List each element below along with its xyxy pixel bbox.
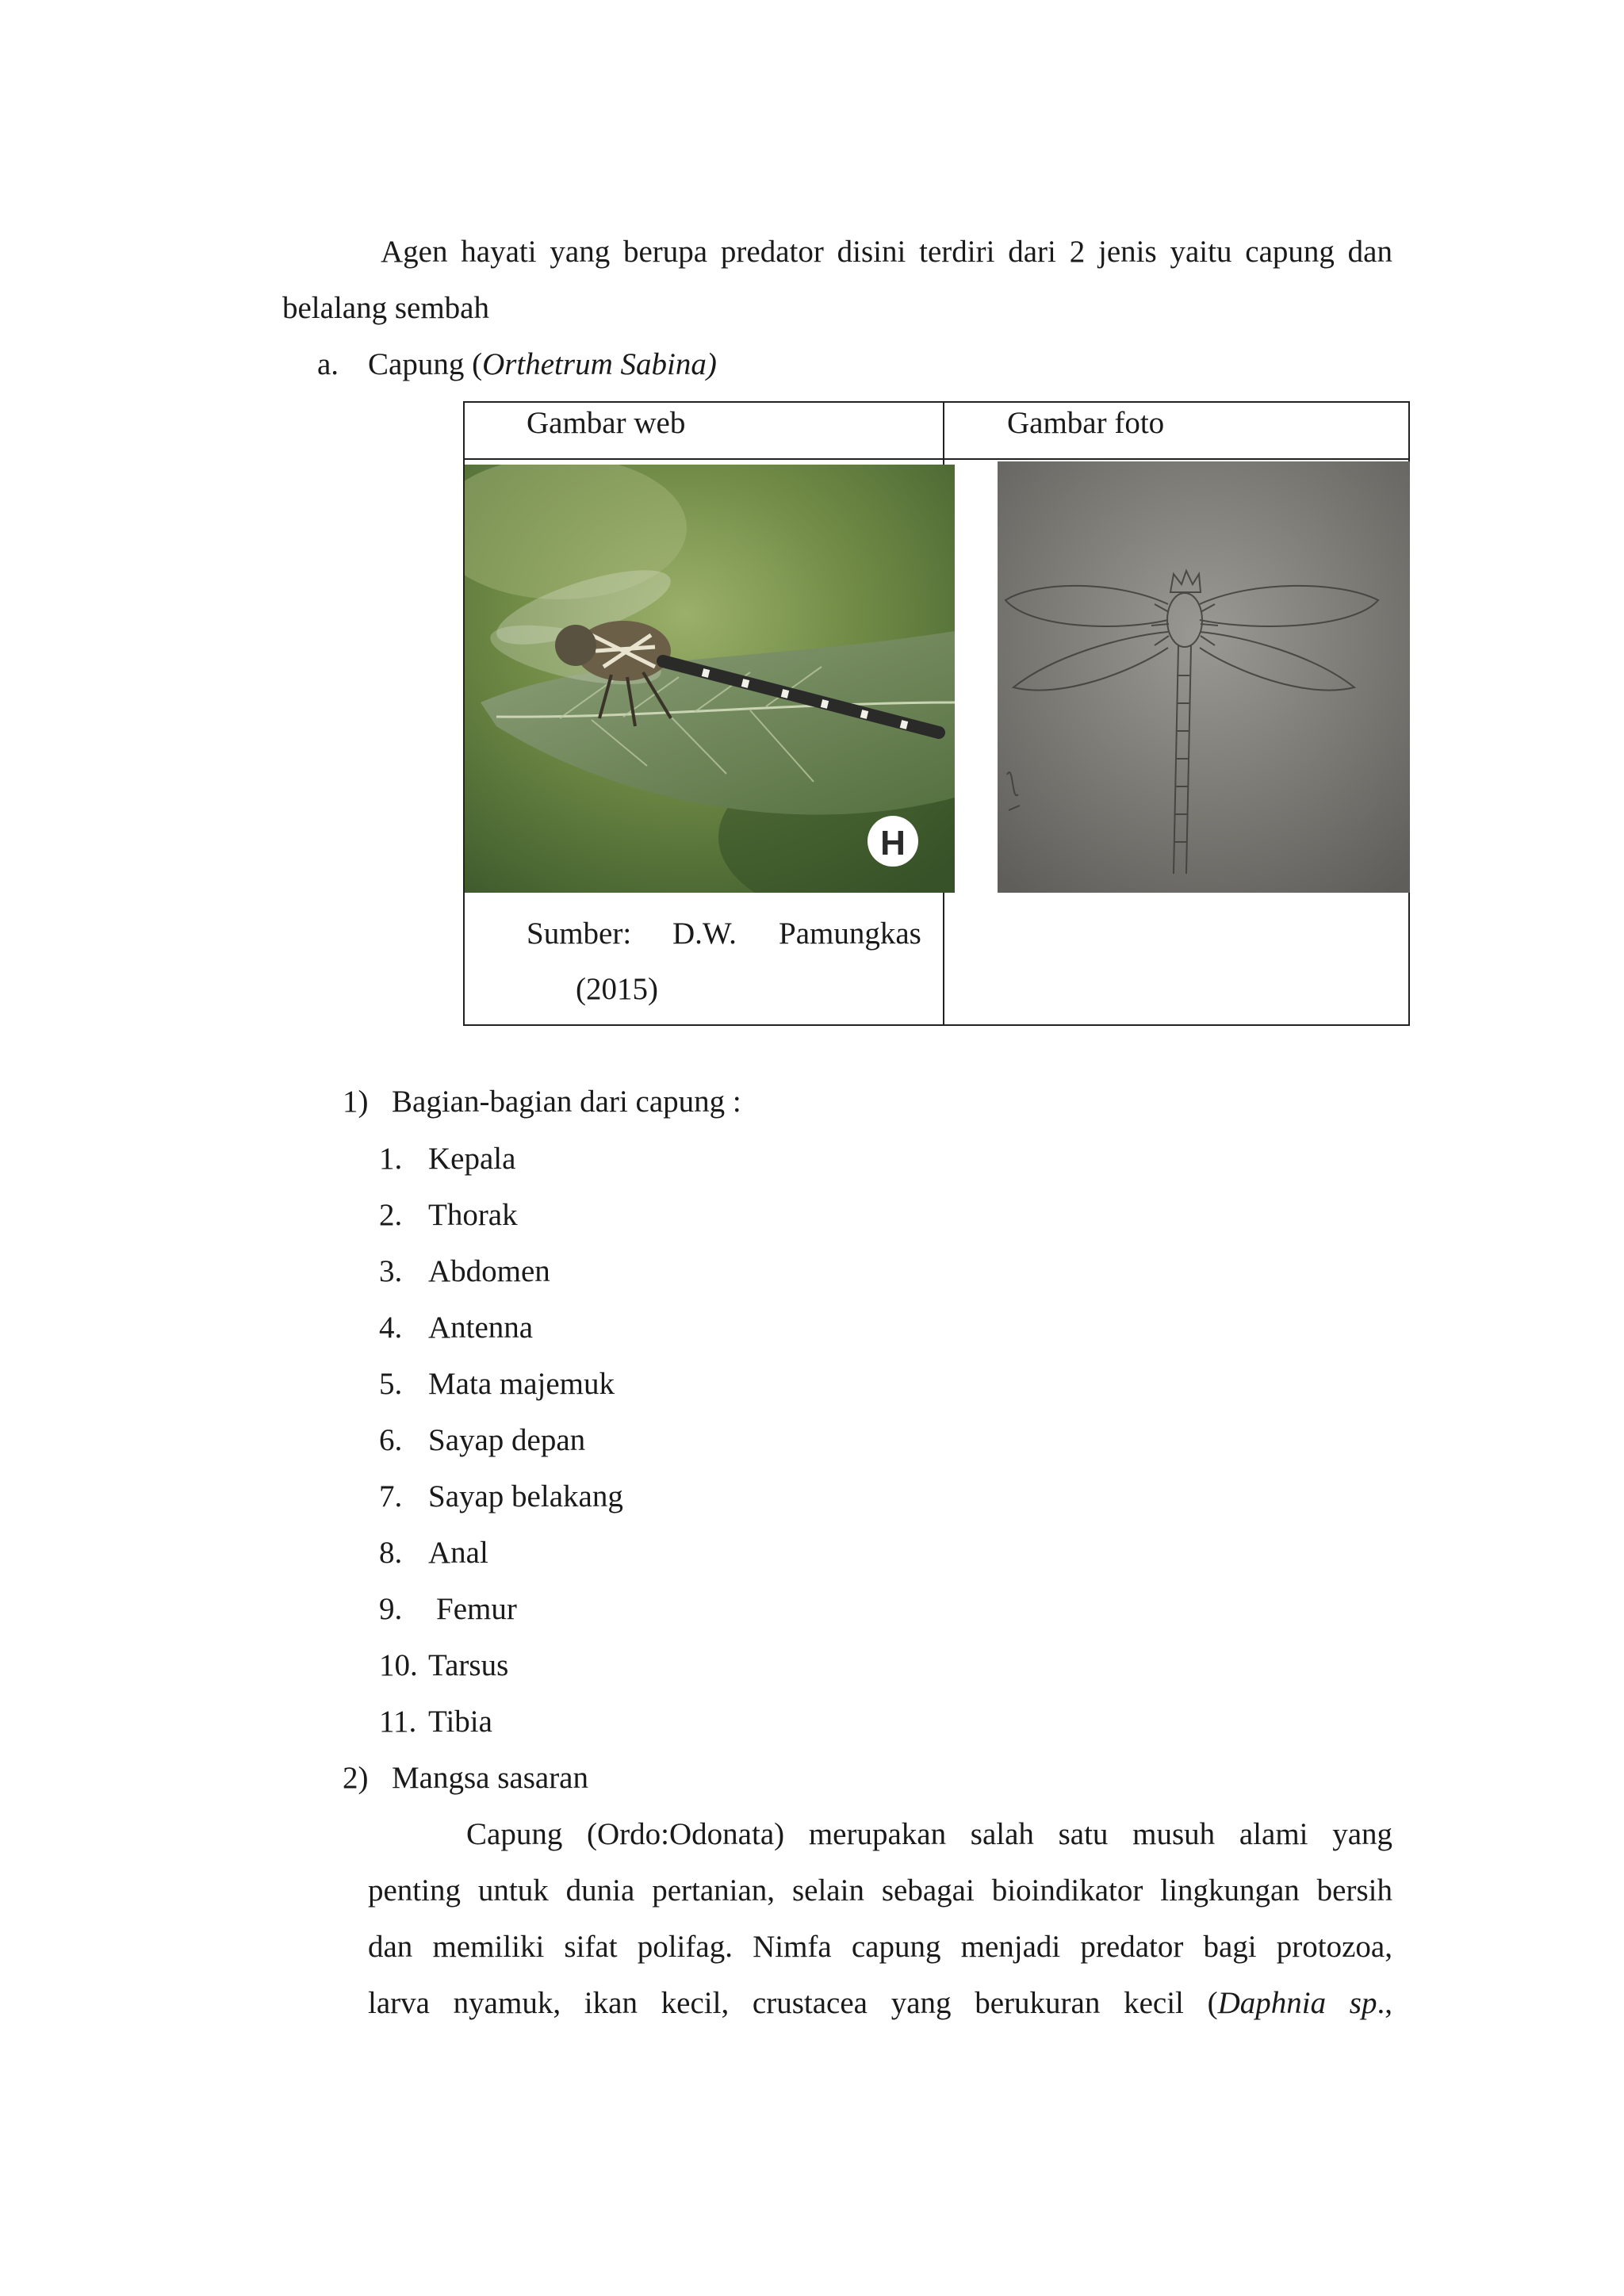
parts-marker: 1) [343, 1085, 369, 1119]
prey-heading-text: Mangsa sasaran [392, 1761, 588, 1795]
prey-line-2: penting untuk dunia pertanian, selain sebagai bioindikator lingkungan bersih [368, 1873, 1392, 1908]
section-a-label: Capung (Orthetrum Sabina) [368, 347, 717, 381]
section-a-heading [317, 336, 717, 392]
source-author-initials: D.W. [672, 916, 737, 951]
list-item: 5. Mata majemuk [379, 1367, 615, 1401]
prey-line-3: dan memiliki sifat polifag. Nimfa capung menjadi predator bagi protozoa, [368, 1930, 1392, 1964]
photo-badge-letter: H [880, 824, 906, 863]
dragonfly-web-photo [465, 465, 955, 893]
species-name: Orthetrum Sabina) [482, 347, 717, 381]
list-item: 6. Sayap depan [379, 1423, 586, 1457]
intro-line-2: belalang sembah [282, 291, 489, 325]
list-item: 9. Femur [379, 1592, 517, 1626]
list-item: 2. Thorak [379, 1198, 518, 1232]
prey-marker: 2) [343, 1761, 369, 1795]
source-author-name: Pamungkas [779, 916, 921, 951]
list-item: 7. Sayap belakang [379, 1479, 623, 1513]
table-border-header [463, 458, 1410, 460]
header-web: Gambar web [527, 406, 686, 440]
list-item: 10. Tarsus [379, 1648, 509, 1682]
source-sumber: Sumber: [527, 916, 632, 951]
parts-heading [343, 1073, 741, 1130]
species-daphnia: Daphnia sp [1217, 1986, 1377, 2020]
dragonfly-drawing-photo [998, 461, 1410, 893]
list-item: 1. Kepala [379, 1142, 516, 1176]
header-foto: Gambar foto [1007, 406, 1165, 440]
prey-heading [343, 1750, 588, 1806]
list-item: 8. Anal [379, 1536, 488, 1570]
list-item: 3. Abdomen [379, 1254, 550, 1288]
table-border-bottom [463, 1024, 1410, 1026]
source-year: (2015) [576, 972, 658, 1006]
intro-line-1: Agen hayati yang berupa predator disini terdiri dari 2 jenis yaitu capung dan [381, 235, 1392, 269]
list-item: 4. Antenna [379, 1311, 534, 1345]
prey-line-4: larva nyamuk, ikan kecil, crustacea yang berukuran kecil (Daphnia sp., [368, 1986, 1392, 2020]
section-a-marker: a. [317, 347, 339, 381]
prey-line-1: Capung (Ordo:Odonata) merupakan salah satu musuh alami yang [466, 1817, 1392, 1851]
parts-heading-text: Bagian-bagian dari capung : [392, 1085, 741, 1119]
list-item: 11. Tibia [379, 1705, 492, 1739]
